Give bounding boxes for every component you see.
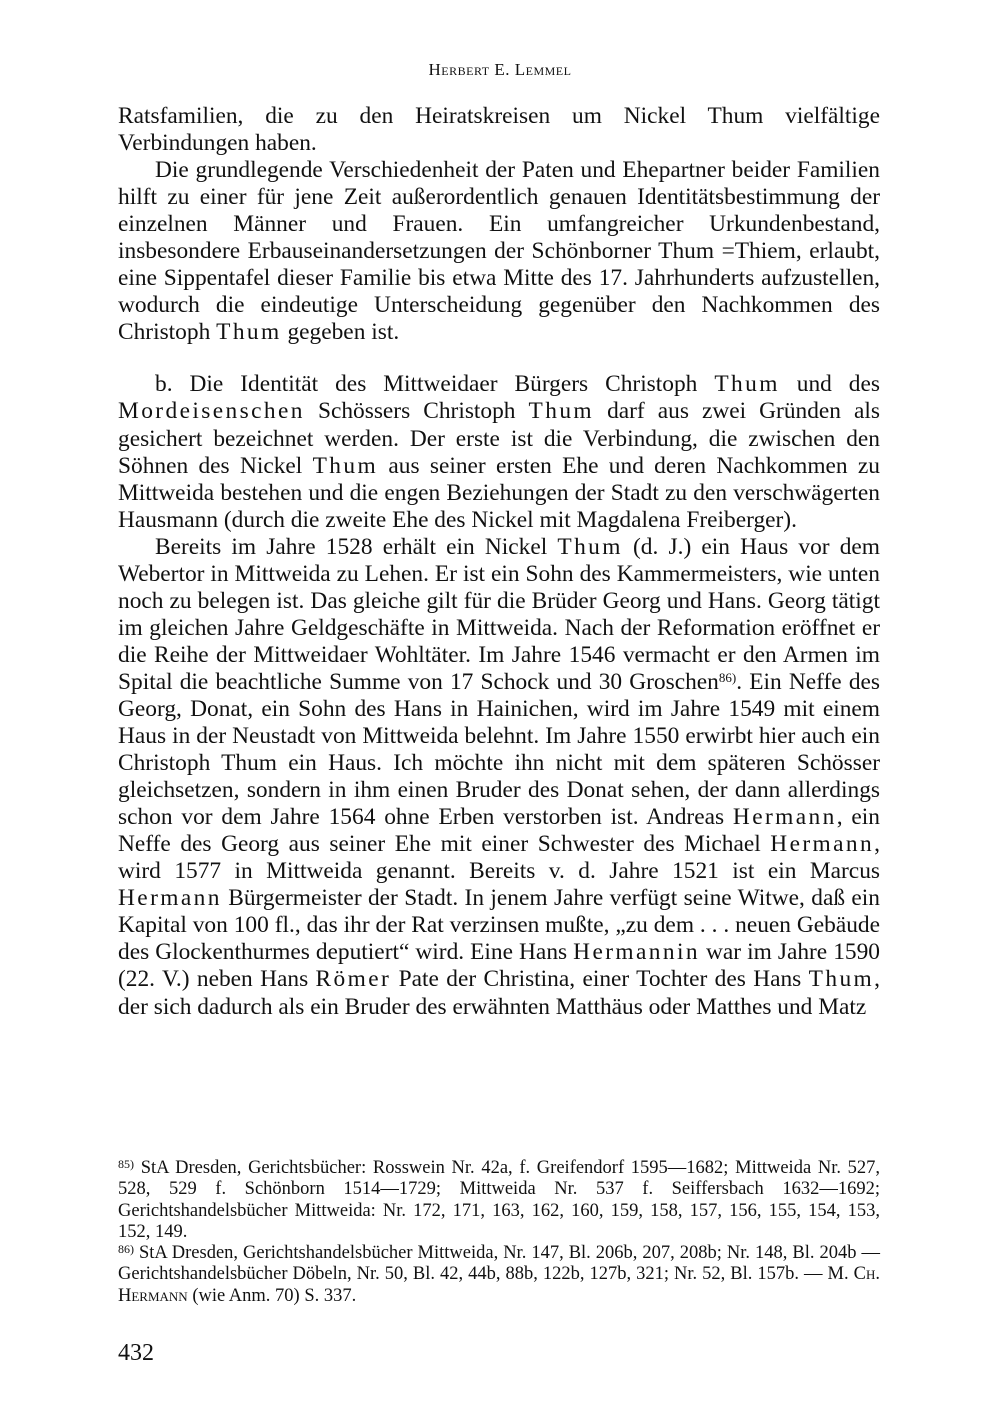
- spaced-name: Hermann: [770, 831, 875, 858]
- footnote-text: StA Dresden, Gerichtshandelsbücher Mittweida, Nr. 147, Bl. 206b, 207, 208b; Nr. 148, Bl. 204b — Gerichtshandelsbücher Döbeln, Nr. 50, Bl. 42, 44b, 88b, 122b, 127b, 321; Nr. 52, Bl. 157b. — M.: [118, 1243, 880, 1285]
- footnote-text: (wie Anm. 70) S. 337.: [187, 1285, 357, 1306]
- footnotes: [118, 1158, 880, 1307]
- paragraph-2: [118, 157, 880, 346]
- spaced-name: Thum: [714, 371, 780, 398]
- footnote-85: [118, 1158, 880, 1243]
- paragraph-3: [118, 371, 880, 533]
- text-segment: darf aus zwei Gründen als gesichert bezeichnet werden. Der erste ist die Verbindung, die zwischen den Söhnen des Nickel: [118, 398, 881, 479]
- spaced-name: Mordeisenschen: [118, 398, 305, 425]
- text-segment: Ratsfamilien, die zu den Heiratskreisen um Nickel Thum vielfältige Verbindungen haben.: [118, 103, 880, 157]
- running-head: Herbert E. Lemmel: [428, 60, 572, 79]
- body-text: [118, 103, 880, 1021]
- spaced-name: Römer: [315, 966, 392, 993]
- text-segment: b. Die Identität des Mittweidaer Bürgers Christoph: [155, 371, 715, 398]
- text-segment: Bereits im Jahre 1528 erhält ein Nickel: [155, 533, 558, 560]
- text-segment: war im Jahre 1590 (22. V.) neben Hans: [118, 939, 881, 993]
- text-segment: Schössers Christoph: [304, 398, 529, 425]
- page-number: 432: [118, 1340, 154, 1366]
- spaced-name: Thum: [808, 966, 875, 993]
- text-segment: , der sich dadurch als ein Bruder des erwähnten Matthäus oder Matthes und Matz: [118, 966, 880, 1020]
- footnote-mark: 85): [118, 1157, 134, 1171]
- spaced-name: Thum: [216, 319, 282, 346]
- text-segment: gegeben ist.: [281, 319, 400, 346]
- spaced-name: Thum: [528, 398, 595, 425]
- spaced-name: Hermann: [732, 804, 837, 831]
- text-segment: aus seiner ersten Ehe und deren Nachkommen zu Mittweida bestehen und die engen Beziehungen der Stadt zu den verschwägerten Hausmann (durch die zweite Ehe des Nickel mit Magdalena Freiberger).: [118, 452, 880, 533]
- text-segment: Bürgermeister der Stadt. In jenem Jahre verfügt seine Witwe, daß ein Kapital von 100 fl., das ihr der Rat verzinsen mußte, „zu dem . . . neuen Gebäude des Glockenthurmes deputiert“ wird. Eine Hans: [118, 885, 880, 966]
- text-segment: , wird 1577 in Mittweida genannt. Bereits v. d. Jahre 1521 ist ein Marcus: [118, 831, 880, 885]
- text-segment: Die grundlegende Verschiedenheit der Paten und Ehepartner beider Familien hilft zu einer für jene Zeit außerordentlich genauen Identitätsbestimmung der einzelnen Männer und Frauen. Ein umfangreicher Urkundenbestand, insbesondere Erbauseinandersetzungen der Schönborner Thum =Thiem, erlaubt, eine Sippentafel dieser Familie bis etwa Mitte des 17. Jahrhunderts aufzustellen, wodurch die eindeutige Unterscheidung gegenüber den Nachkommen des Christoph: [118, 157, 880, 346]
- text-segment: . Ein Neffe des Georg, Donat, ein Sohn des Hans in Hainichen, wird im Jahre 1549 mit einem Haus in der Neustadt von Mittweida belehnt. Im Jahre 1550 erwirbt hier auch ein Christoph Thum ein Haus. Ich möchte ihn nicht mit dem späteren Schösser gleichsetzen, sondern in ihm einen Bruder des Donat sehen, der dann allerdings schon vor dem Jahre 1564 ohne Erben verstorben ist. Andreas: [118, 668, 880, 831]
- footnote-86: [118, 1243, 880, 1307]
- author-name: Ch. Hermann: [118, 1264, 880, 1306]
- spaced-name: Thum: [312, 452, 379, 479]
- spaced-name: Hermann: [118, 885, 222, 912]
- spaced-name: Hermannin: [573, 939, 700, 966]
- paragraph-4: [118, 534, 880, 1021]
- footnote-mark: 86): [118, 1242, 134, 1257]
- text-segment: und des: [779, 371, 880, 398]
- footnote-text: StA Dresden, Gerichtsbücher: Rosswein Nr. 42a, f. Greifendorf 1595—1682; Mittweida Nr. 527, 528, 529 f. Schönborn 1514—1729; Mittweida Nr. 537 f. Seiffersbach 1632—1692; Gerichtshandelsbücher Mittweida: Nr. 172, 171, 163, 162, 160, 159, 158, 157, 156, 155, 154, 153, 152, 149.: [118, 1158, 881, 1242]
- paragraph-1: [118, 103, 880, 157]
- text-segment: (d. J.) ein Haus vor dem Webertor in Mittweida zu Lehen. Er ist ein Sohn des Kammermeisters, wie unten noch zu belegen ist. Das gleiche gilt für die Brüder Georg und Hans. Georg tätigt im gleichen Jahre Geldgeschäfte in Mittweida. Nach der Reformation eröffnet er die Reihe der Mittweidaer Wohltäter. Im Jahre 1546 vermacht er den Armen im Spital die beachtliche Summe von 17 Schock und 30 Groschen: [118, 533, 880, 695]
- text-segment: , ein Neffe des Georg aus seiner Ehe mit einer Schwester des Michael: [118, 804, 880, 858]
- footnote-reference[interactable]: 86): [718, 669, 737, 685]
- spaced-name: Thum: [557, 533, 623, 560]
- text-segment: Pate der Christina, einer Tochter des Hans: [391, 966, 809, 993]
